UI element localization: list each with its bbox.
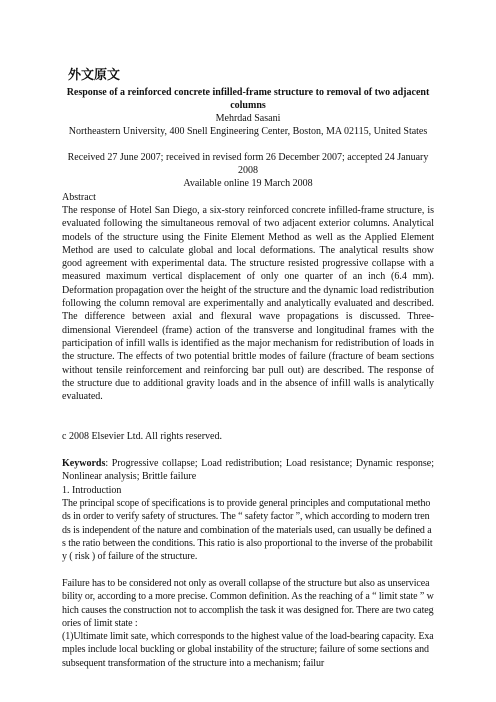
online-date: Available online 19 March 2008 [183,178,313,189]
abstract-label: Abstract [62,192,96,203]
intro-paragraph-2: Failure has to be considered not only as overall collapse of the structure but also as unserviceability or, according to a more precise. Common definition. As the reaching of a “ limit state ” which causes the construction not to accomplish the task it was designed for. There are two categories of limit state : [62,578,434,629]
intro-paragraph-1: The principal scope of specifications is to provide general principles and computational methods in order to verify safety of structures. The “ safety factor ”, which according to modern trends is independent of the nature and combination of the materials used, can usually be defined as the ratio between the conditions. This ratio is also proportional to the inverse of the probability ( risk ) of failure of the structure. [62,498,433,563]
paper-title: Response of a reinforced concrete infilled-frame structure to removal of two adjacent columns [66,87,430,111]
keywords-label: Keywords [62,458,106,469]
author-name: Mehrdad Sasani [215,113,281,124]
author-affiliation: Northeastern University, 400 Snell Engineering Center, Boston, MA 02115, United States [68,126,428,137]
received-dates: Received 27 June 2007; received in revised form 26 December 2007; accepted 24 January 2008 [67,152,429,176]
copyright-line: c 2008 Elsevier Ltd. All rights reserved. [62,431,222,442]
section-title: 1. Introduction [62,485,122,496]
keywords-line [62,457,434,484]
abstract-text: The response of Hotel San Diego, a six-story reinforced concrete infilled-frame structure, is evaluated following the simultaneous removal of two adjacent exterior columns. Analytical models of the structure using the Finite Element Method as well as the Applied Element Method are used to calculate global and local deformations. The analytical results show good agreement with experimental data. The structure resisted progressive collapse with a measured maximum vertical displacement of only one quarter of an inch (6.4 mm). Deformation propagation over the height of the structure and the dynamic load redistribution following the column removal are experimentally and analytically evaluated and described. The difference between axial and flexural wave propagations is discussed. Three-dimensional Vierendeel (frame) action of the transverse and longitudinal frames with the participation of infill walls is identified as the major mechanism for redistribution of loads in the structure. The effects of two potential brittle modes of failure (fracture of beam sections without tensile reinforcement and reinforcing bar pull out) are described. The response of the structure due to additional gravity loads and in the absence of infill walls is analytically evaluated. [62,205,434,403]
intro-paragraph-3: (1)Ultimate limit sate, which corresponds to the highest value of the load-bearing capacity. Examples include local buckling or global instability of the structure; failure of some sections and subsequent transformation of the structure into a mechanism; failur [62,631,434,669]
keywords-text: : Progressive collapse; Load redistribution; Load resistance; Dynamic response; Nonlinear analysis; Brittle failure [62,458,434,483]
page-heading: 外文原文 [68,68,121,83]
